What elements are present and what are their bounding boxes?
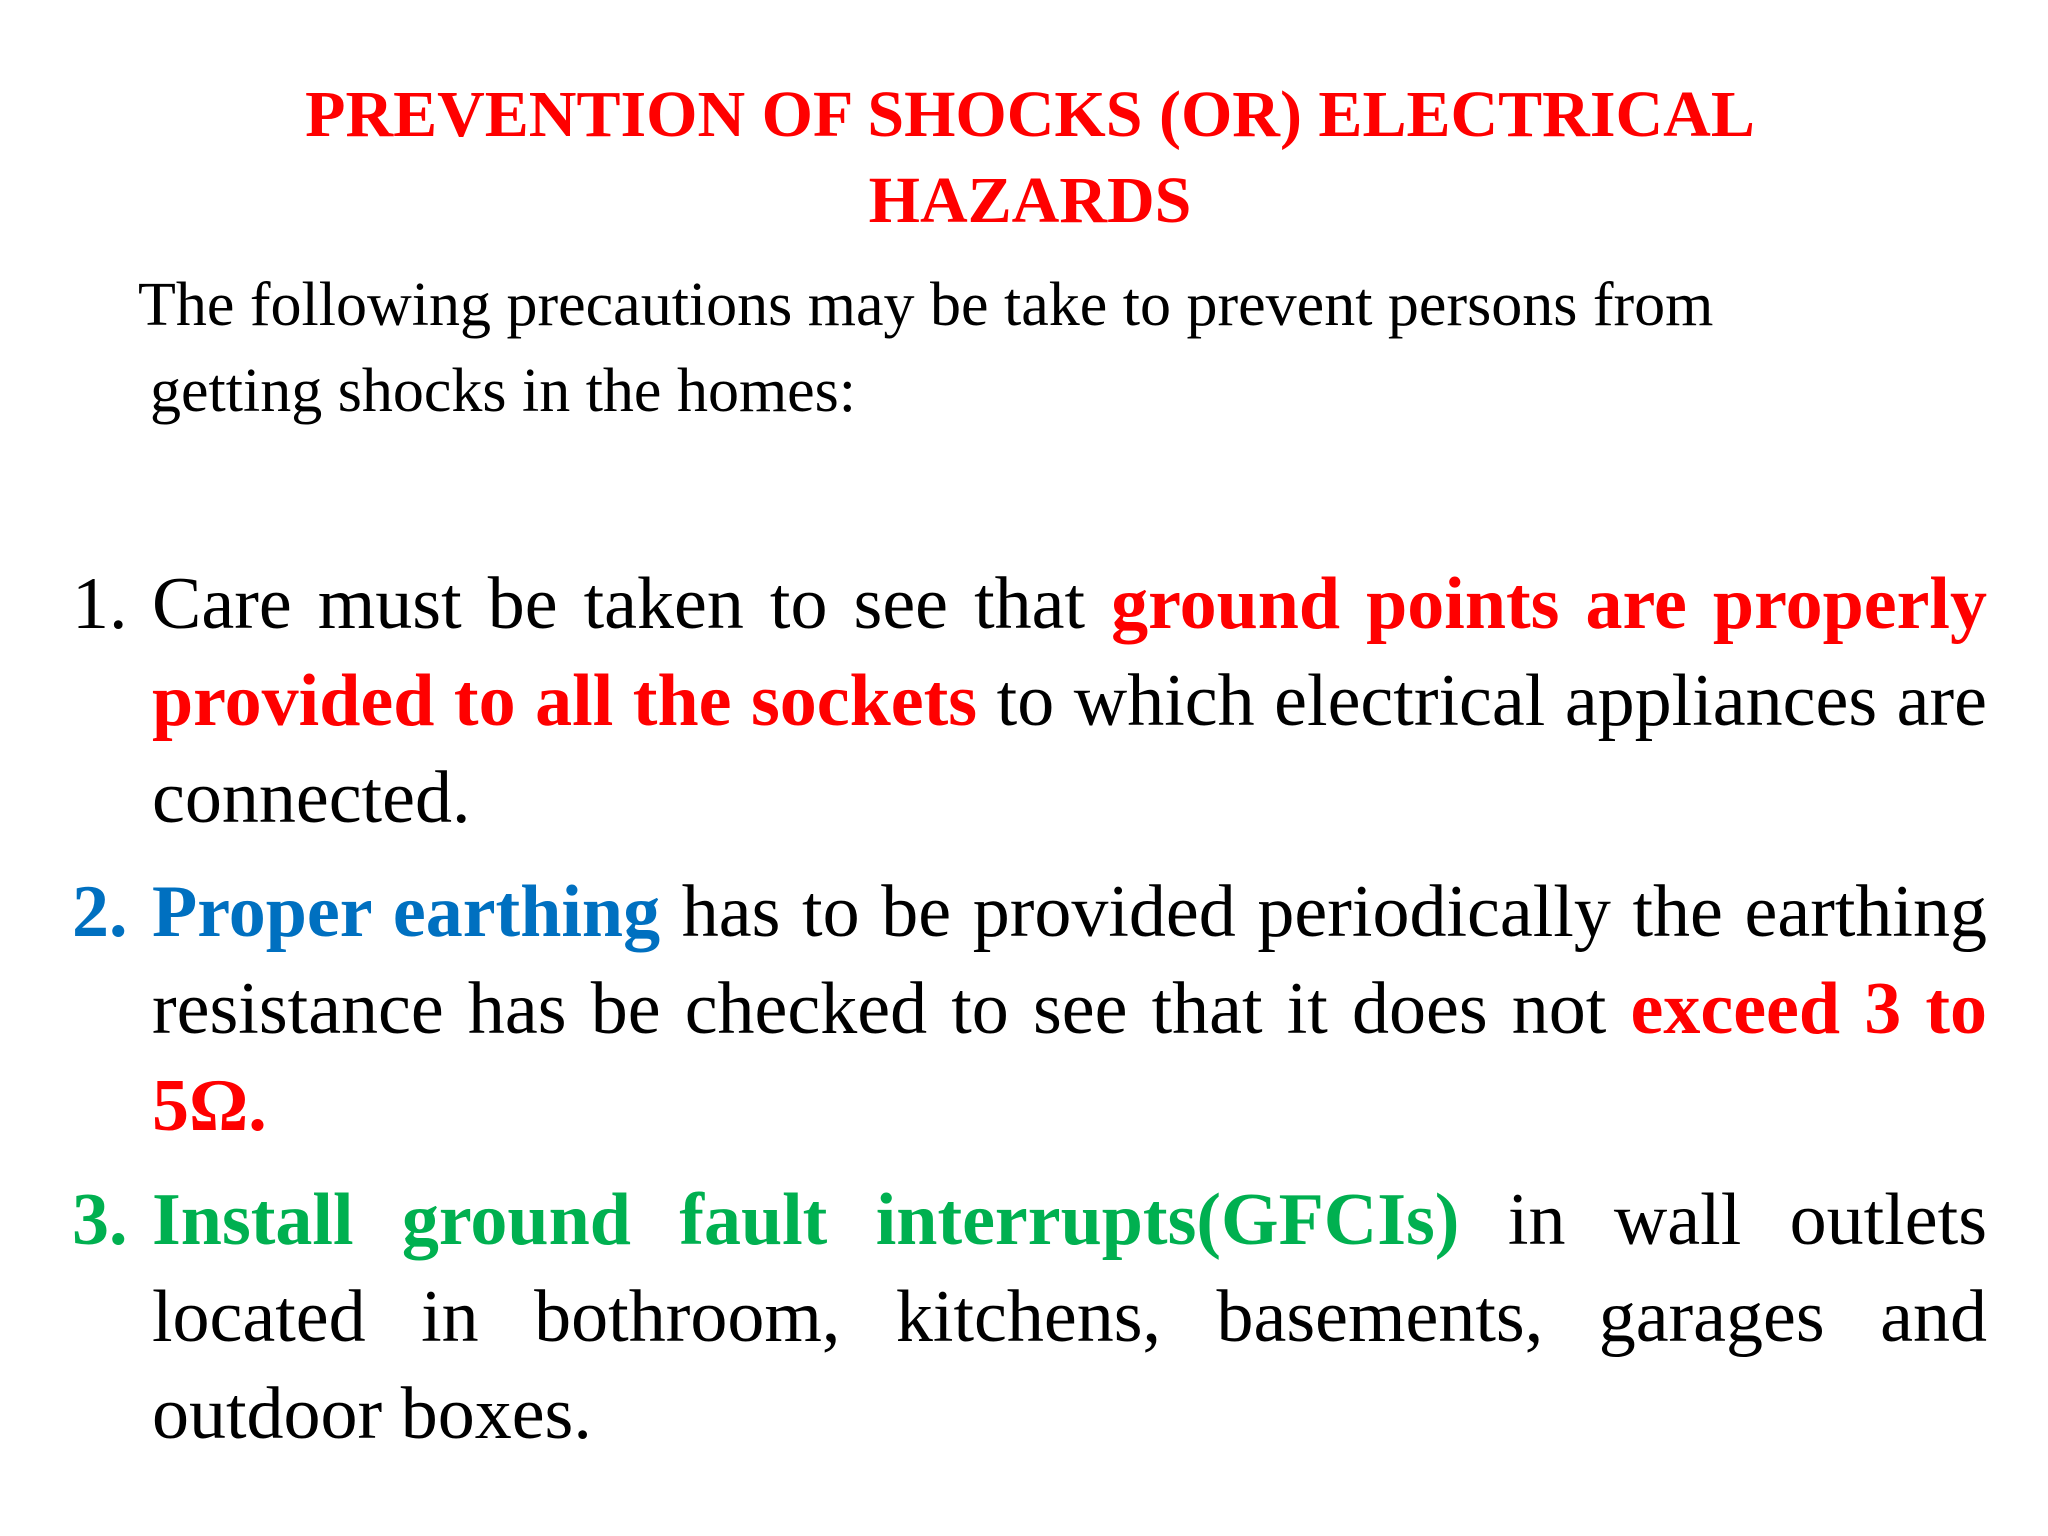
intro-paragraph (138, 262, 1938, 434)
item-text-after: to which electrical appliances are connected. (152, 660, 1987, 839)
item-highlight: Proper earthing (152, 871, 661, 953)
item-number: 1. (72, 563, 128, 645)
item-text: Care must be taken to see that (152, 563, 1112, 645)
intro-line-1: The following precautions may be take to prevent persons from (138, 271, 1714, 339)
list-item (72, 864, 1987, 1155)
intro-line-2: getting shocks in the homes: (150, 357, 857, 425)
list-item (72, 556, 1987, 847)
slide-title (200, 72, 1860, 244)
title-line-2: HAZARDS (868, 164, 1192, 237)
item-number: 2. (72, 871, 128, 953)
item-highlight: ground points are properly provided to all the sockets (152, 563, 1987, 742)
item-text: has to be provided periodically the earthing resistance has be checked to see that it does not (152, 871, 1987, 1050)
title-line-1: PREVENTION OF SHOCKS (OR) ELECTRICAL (305, 78, 1755, 151)
item-text-after: in wall outlets located in bothroom, kitchens, basements, garages and outdoor boxes. (152, 1179, 1987, 1455)
list-item (72, 1172, 1987, 1463)
item-number: 3. (72, 1179, 128, 1261)
item-highlight: Install ground fault interrupts(GFCIs) (152, 1179, 1460, 1261)
precaution-list (72, 556, 1987, 1480)
item-highlight-2: exceed 3 to 5Ω. (152, 968, 1987, 1147)
